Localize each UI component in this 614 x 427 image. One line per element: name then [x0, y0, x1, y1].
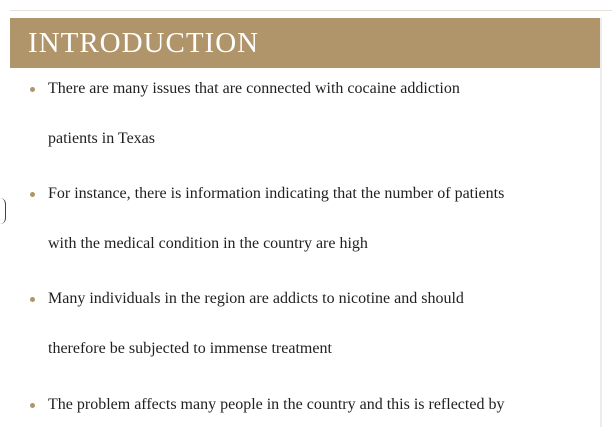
bullet-marker [30, 87, 35, 92]
bullet-text-line: There are many issues that are connected with cocaine addiction [48, 80, 460, 97]
bullet-text-line: Many individuals in the region are addicts to nicotine and should [48, 290, 464, 307]
bullet-text-line: therefore be subjected to immense treatment [48, 340, 332, 357]
bullet-text-line: patients in Texas [48, 130, 156, 147]
slide-edge-shadow [600, 18, 602, 427]
bullet-marker [30, 192, 35, 197]
bullet-text-line: with the medical condition in the country are high [48, 235, 368, 252]
bullet-marker [30, 297, 35, 302]
slide-title: INTRODUCTION [28, 26, 260, 59]
bullet-text-line: For instance, there is information indicating that the number of patients [48, 185, 505, 202]
bullet-text-line: The problem affects many people in the country and this is reflected by [48, 396, 505, 413]
bullet-marker [30, 403, 35, 408]
